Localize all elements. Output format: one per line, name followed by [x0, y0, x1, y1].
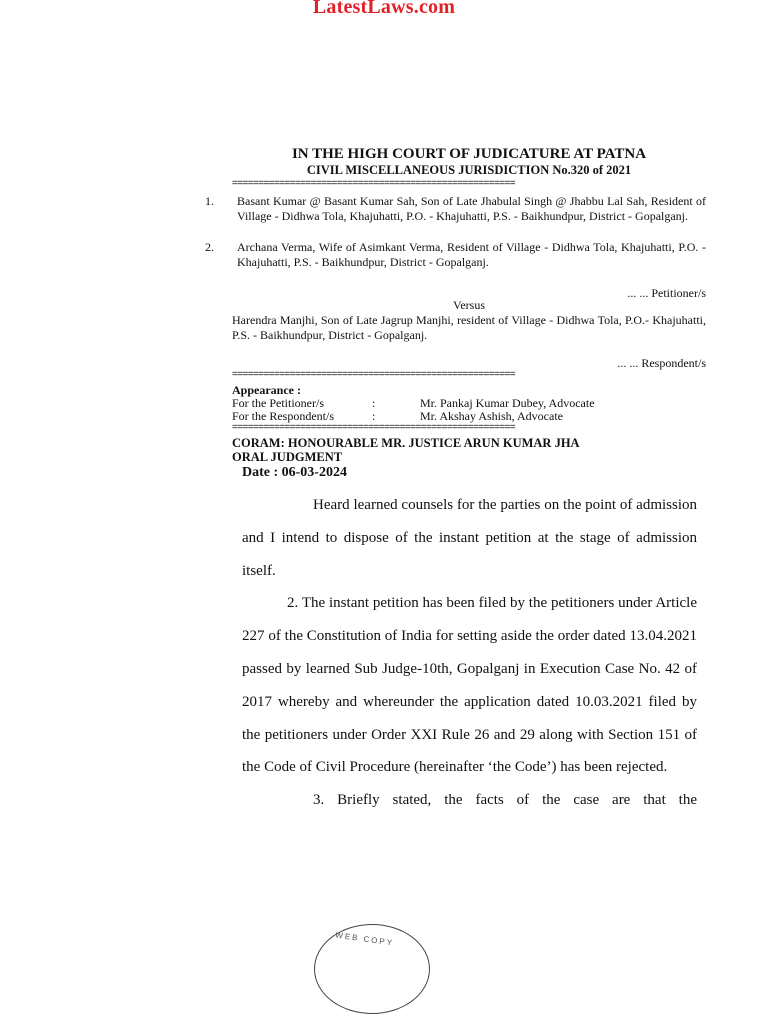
petitioner-label: ... ... Petitioner/s [627, 286, 706, 300]
judgment-date: Date : 06-03-2024 [242, 465, 347, 480]
judgment-body [242, 489, 697, 817]
appearance-counsel: Mr. Pankaj Kumar Dubey, Advocate [420, 396, 595, 410]
petitioner-1 [205, 194, 706, 224]
court-title: IN THE HIGH COURT OF JUDICATURE AT PATNA [291, 146, 647, 162]
respondent-label: ... ... Respondent/s [617, 356, 706, 370]
appearance-heading: Appearance : [232, 383, 301, 397]
petitioner-2 [205, 240, 706, 270]
seal-text: WEB COPY [334, 930, 395, 948]
appearance-role: For the Respondent/s [232, 409, 334, 423]
appearance-colon: : [372, 409, 376, 423]
separator-line: ====================================================== [232, 371, 515, 378]
watermark-logo: LatestLaws.com [312, 0, 456, 18]
paragraph-2: 2. The instant petition has been filed by the petitioners under Article 227 of the Constitution of India for setting aside the order dated 13.04.2021 passed by learned Sub Judge-10th, Gopalganj in Execution Case No. 42 of 2017 whereby and whereunder the application dated 10.03.2021 filed by the petitioners under Order XXI Rule 26 and 29 along with Section 151 of the Code of Civil Procedure (hereinafter ‘the Code’) has been rejected. [242, 595, 697, 776]
separator-line: ====================================================== [232, 180, 515, 187]
appearance-colon: : [372, 396, 376, 410]
appearance-row-respondent [232, 409, 706, 423]
appearance-row-petitioner [232, 396, 706, 410]
respondent-details: Harendra Manjhi, Son of Late Jagrup Manjhi, resident of Village - Didhwa Tola, P.O.- Khajuhatti, P.S. - Baikhundpur, District - Gopalganj. [232, 313, 706, 342]
paragraph-1: Heard learned counsels for the parties on the point of admission and I intend to dispose of the instant petition at the stage of admission itself. [242, 497, 697, 579]
appearance-counsel: Mr. Akshay Ashish, Advocate [420, 409, 563, 423]
versus-label: Versus [453, 298, 485, 312]
petitioner-details: Basant Kumar @ Basant Kumar Sah, Son of Late Jhabulal Singh @ Jhabbu Lal Sah, Resident of Village - Didhwa Tola, Khajuhatti, P.O. - Khajuhatti, P.S. - Baikhundpur, District - Gopalganj. [237, 194, 706, 223]
separator-line: ====================================================== [232, 424, 515, 431]
paragraph-3: 3. Briefly stated, the facts of the case are that the [313, 792, 697, 809]
appearance-role: For the Petitioner/s [232, 396, 324, 410]
petitioner-number: 1. [205, 194, 214, 208]
petitioner-details: Archana Verma, Wife of Asimkant Verma, Resident of Village - Didhwa Tola, Khajuhatti, P.O. - Khajuhatti, P.S. - Baikhundpur, District - Gopalganj. [237, 240, 706, 269]
judgment-type: ORAL JUDGMENT [232, 450, 343, 464]
coram-bench: CORAM: HONOURABLE MR. JUSTICE ARUN KUMAR JHA [232, 436, 580, 450]
coram [232, 436, 580, 464]
case-jurisdiction: CIVIL MISCELLANEOUS JURISDICTION No.320 of 2021 [306, 163, 632, 177]
petitioner-number: 2. [205, 240, 214, 254]
